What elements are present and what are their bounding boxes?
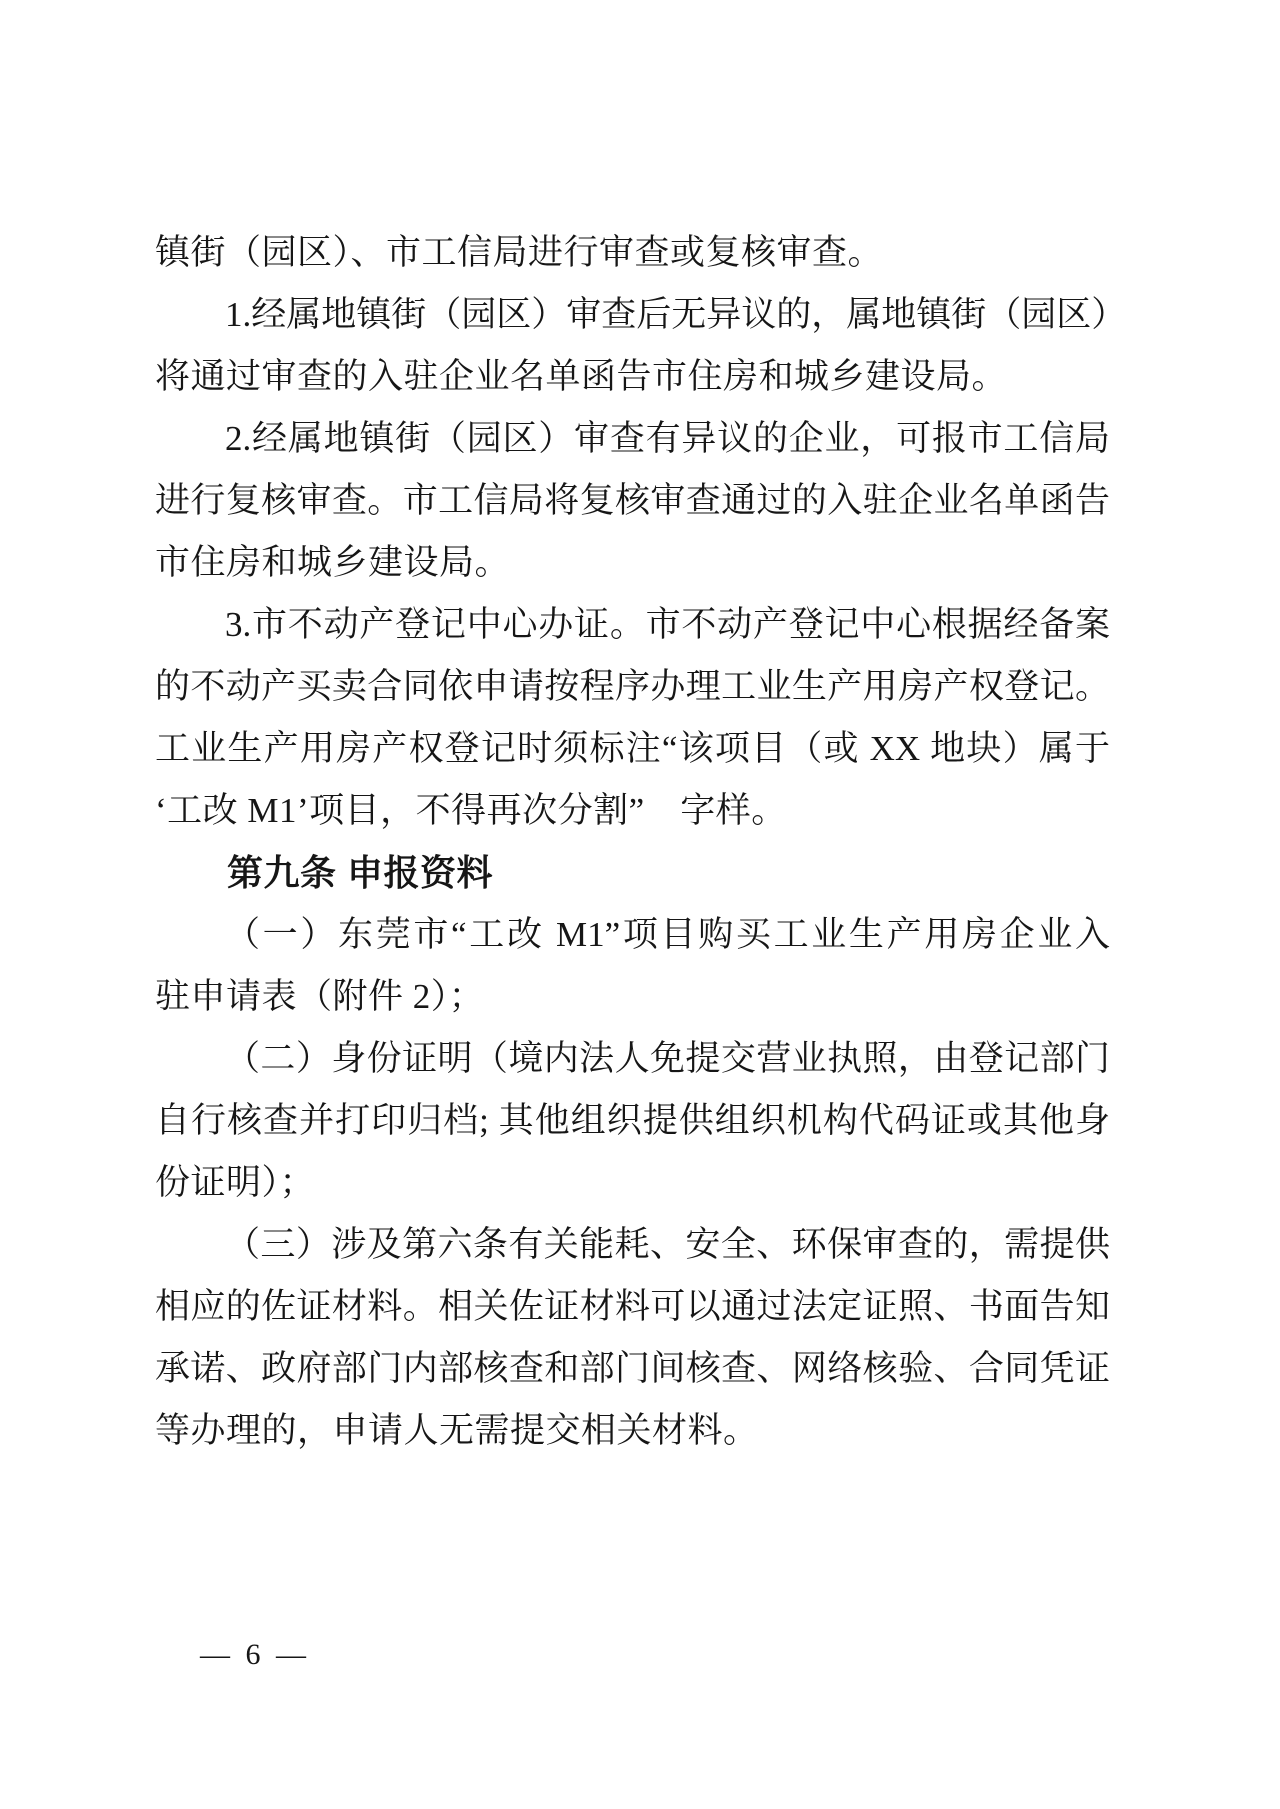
- text-line: （三）涉及第六条有关能耗、安全、环保审查的，需提供: [225, 1225, 1110, 1264]
- text-line: 将通过审查的入驻企业名单函告市住房和城乡建设局。: [155, 357, 1008, 396]
- text-line: 驻申请表（附件 2）；: [155, 977, 485, 1016]
- text-line: 1.经属地镇街（园区）审查后无异议的，属地镇街（园区）: [225, 295, 1127, 334]
- text-line: 工业生产用房产权登记时须标注“该项目（或 XX 地块）属于: [155, 729, 1110, 768]
- text-line: 自行核查并打印归档; 其他组织提供组织机构代码证或其他身: [155, 1101, 1110, 1140]
- text-line: 镇街（园区）、市工信局进行审查或复核审查。: [155, 233, 884, 272]
- text-line: 承诺、政府部门内部核查和部门间核查、网络核验、合同凭证: [155, 1349, 1110, 1388]
- text-line: （二）身份证明（境内法人免提交营业执照，由登记部门: [225, 1039, 1110, 1078]
- text-line: 市住房和城乡建设局。: [155, 543, 511, 582]
- text-line: 的不动产买卖合同依申请按程序办理工业生产用房产权登记。: [155, 667, 1110, 706]
- text-line: 等办理的，申请人无需提交相关材料。: [155, 1411, 759, 1450]
- text-line: 2.经属地镇街（园区）审查有异议的企业，可报市工信局: [225, 419, 1110, 458]
- text-line: （一）东莞市“工改 M1”项目购买工业生产用房企业入: [225, 915, 1110, 954]
- text-line: 份证明）；: [155, 1163, 316, 1202]
- page-number: — 6 —: [200, 1638, 310, 1671]
- section-heading: 第九条 申报资料: [227, 852, 494, 893]
- text-line: ‘工改 M1’项目，不得再次分割” 字样。: [155, 791, 787, 830]
- text-line: 3.市不动产登记中心办证。市不动产登记中心根据经备案: [225, 605, 1110, 644]
- document-body: [155, 222, 1127, 1462]
- text-line: 进行复核审查。市工信局将复核审查通过的入驻企业名单函告: [155, 481, 1110, 520]
- text-line: 相应的佐证材料。相关佐证材料可以通过法定证照、书面告知: [155, 1287, 1110, 1326]
